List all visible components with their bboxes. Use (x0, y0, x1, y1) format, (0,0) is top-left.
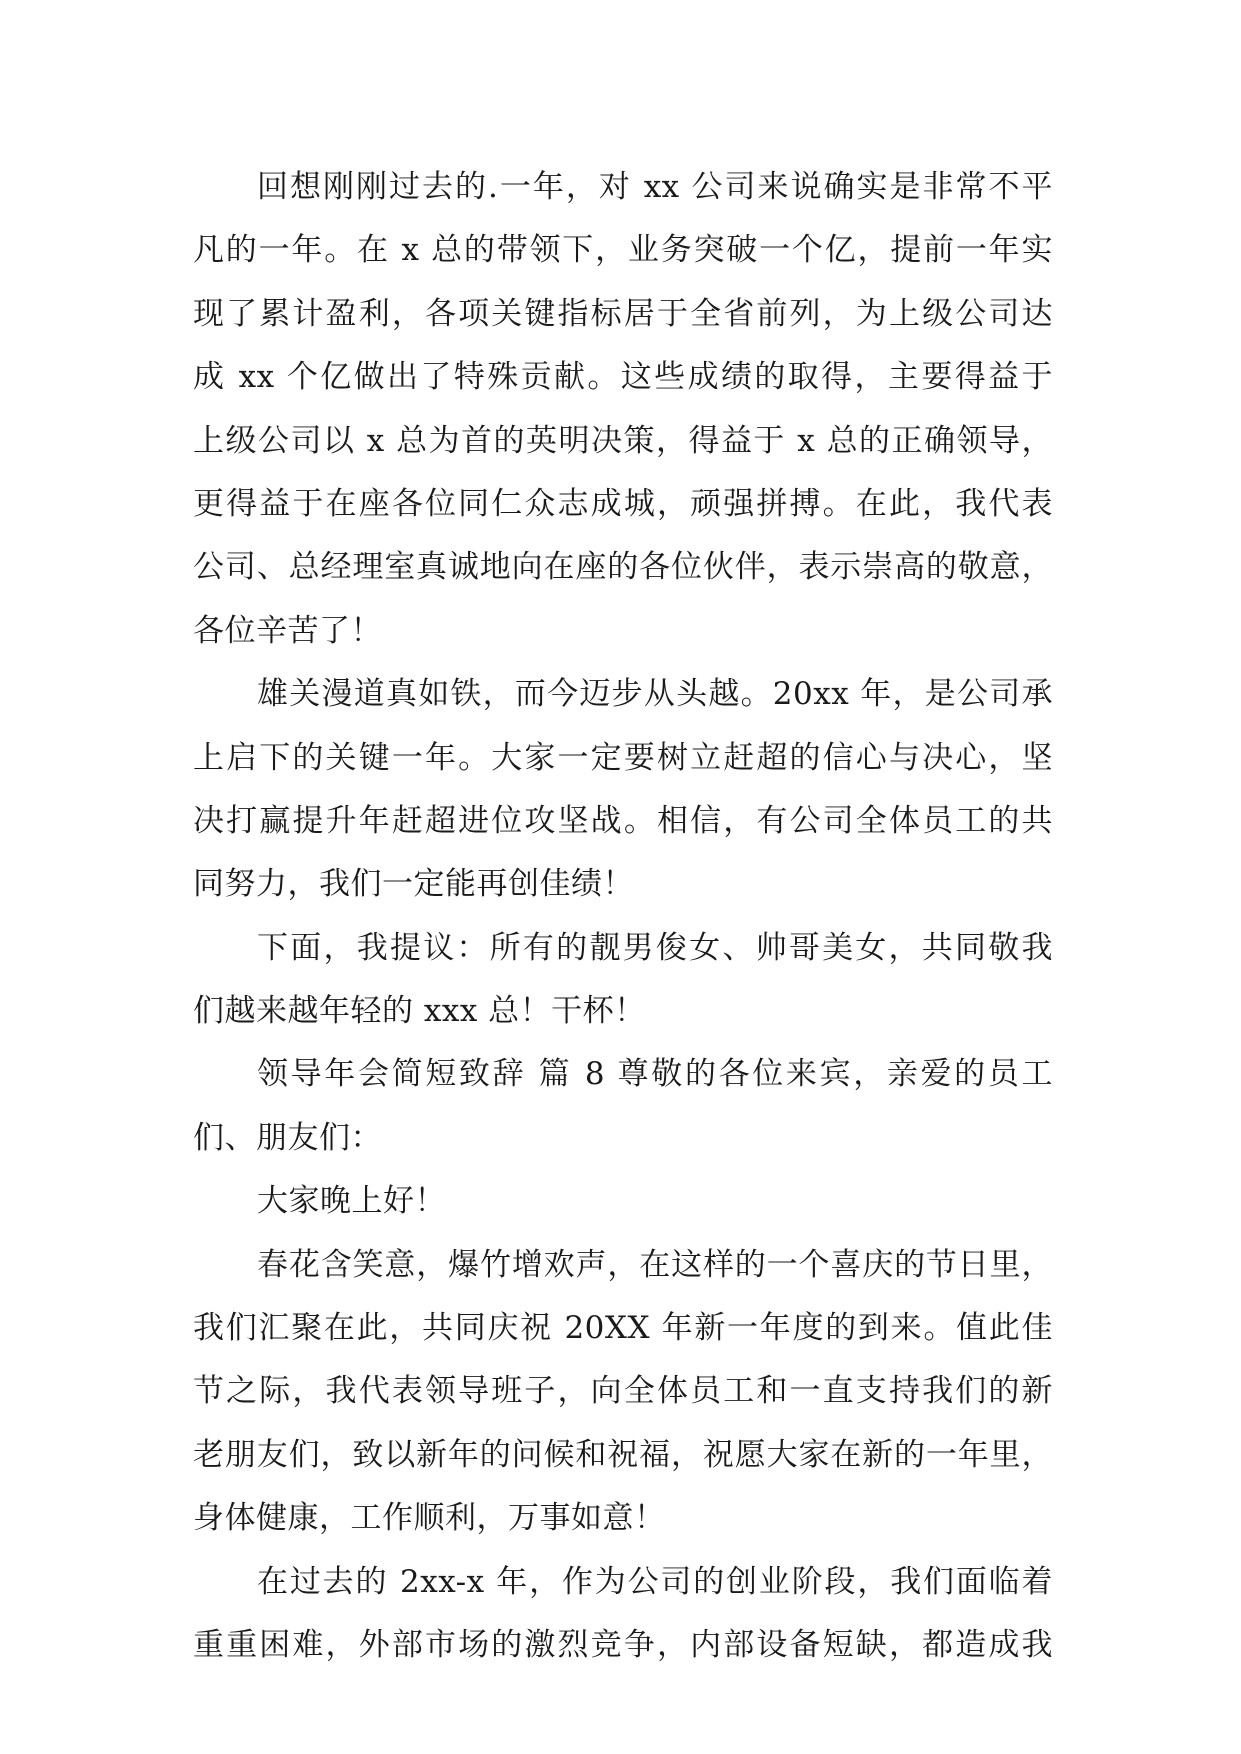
text-line: 大家晚上好！ (257, 1183, 446, 1220)
text-line: 成 xx 个亿做出了特殊贡献。这些成绩的取得，主要得益于 (193, 359, 1053, 396)
text-line: 回想刚刚过去的.一年，对 xx 公司来说确实是非常不平 (257, 169, 1053, 205)
text-line: 更得益于在座各位同仁众志成城，顽强拼搏。在此，我代表 (193, 485, 1053, 522)
text-line: 们、朋友们： (193, 1119, 382, 1156)
text-line: 节之际，我代表领导班子，向全体员工和一直支持我们的新 (193, 1373, 1053, 1410)
document-body (193, 156, 1053, 1677)
text-line: 我们汇聚在此，共同庆祝 20XX 年新一年度的到来。值此佳 (193, 1310, 1053, 1347)
text-line: 下面，我提议：所有的靓男俊女、帅哥美女，共同敬我 (257, 929, 1053, 966)
text-line: 各位辛苦了！ (193, 612, 382, 649)
text-line: 雄关漫道真如铁，而今迈步从头越。20xx 年，是公司承 (257, 676, 1053, 713)
text-line: 身体健康，工作顺利，万事如意！ (193, 1500, 666, 1537)
text-line: 现了累计盈利，各项关键指标居于全省前列，为上级公司达 (193, 295, 1053, 332)
text-line: 重重困难，外部市场的激烈竞争，内部设备短缺，都造成我 (193, 1626, 1053, 1663)
text-line: 凡的一年。在 x 总的带领下，业务突破一个亿，提前一年实 (193, 232, 1053, 269)
text-line: 同努力，我们一定能再创佳绩！ (193, 866, 634, 903)
text-line: 决打赢提升年赶超进位攻坚战。相信，有公司全体员工的共 (193, 802, 1053, 839)
text-line: 上级公司以 x 总为首的英明决策，得益于 x 总的正确领导， (193, 422, 1053, 459)
text-line: 老朋友们，致以新年的问候和祝福，祝愿大家在新的一年里， (193, 1436, 1053, 1473)
text-line: 公司、总经理室真诚地向在座的各位伙伴，表示崇高的敬意， (193, 549, 1053, 586)
text-line: 春花含笑意，爆竹增欢声，在这样的一个喜庆的节日里， (257, 1246, 1053, 1283)
text-line: 领导年会简短致辞 篇 8 尊敬的各位来宾，亲爱的员工 (257, 1056, 1053, 1093)
text-line: 上启下的关键一年。大家一定要树立赶超的信心与决心，坚 (193, 739, 1053, 776)
text-line: 们越来越年轻的 xxx 总！干杯！ (193, 993, 646, 1030)
text-line: 在过去的 2xx-x 年，作为公司的创业阶段，我们面临着 (257, 1563, 1053, 1600)
